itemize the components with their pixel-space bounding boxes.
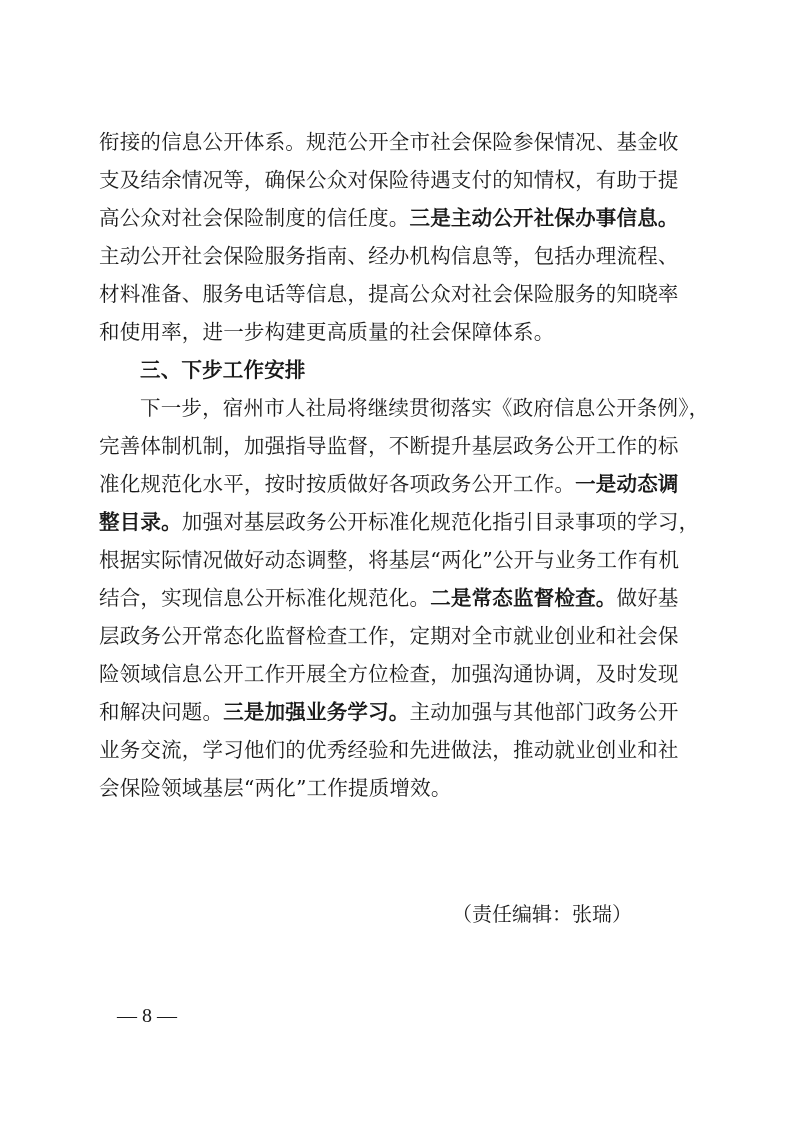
page-number: — 8 — (117, 1005, 177, 1027)
paragraph-line: 险领域信息公开工作开展全方位检查，加强沟通协调，及时发现 (99, 662, 679, 686)
paragraph-line: 下一步，宿州市人社局将继续贯彻落实《政府信息公开条例》， (140, 396, 710, 420)
paragraph-text: 和解决问题。 (99, 700, 224, 724)
editor-note: （责任编辑：张瑞） (452, 902, 632, 926)
paragraph-line: 会保险领域基层“两化”工作提质增效。 (99, 776, 452, 800)
bold-phrase: 一是动态调 (575, 472, 679, 496)
paragraph-line: 支及结余情况等，确保公众对保险待遇支付的知情权，有助于提 (99, 168, 679, 192)
paragraph-line: 和使用率，进一步构建更高质量的社会保障体系。 (99, 320, 555, 344)
paragraph-line: 业务交流，学习他们的优秀经验和先进做法，推动就业创业和社 (99, 738, 679, 762)
bold-phrase: 三是加强业务学习。 (223, 700, 410, 724)
bold-phrase: 二是常态监督检查。 (430, 586, 617, 610)
paragraph-line (99, 204, 699, 232)
paragraph-line (99, 470, 699, 498)
paragraph-line: 衔接的信息公开体系。规范公开全市社会保险参保情况、基金收 (99, 130, 679, 154)
bold-phrase: 三是主动公开社保办事信息。 (409, 206, 679, 230)
paragraph-text: 准化规范化水平，按时按质做好各项政务公开工作。 (99, 472, 576, 496)
paragraph-text: 结合，实现信息公开标准化规范化。 (99, 586, 431, 610)
paragraph-text: 做好基 (616, 586, 679, 610)
paragraph-line (99, 508, 699, 536)
paragraph-text: 加强对基层政务公开标准化规范化指引目录事项的学习， (181, 510, 700, 534)
paragraph-text: 高公众对社会保险制度的信任度。 (99, 206, 410, 230)
paragraph-line: 完善体制机制，加强指导监督，不断提升基层政务公开工作的标 (99, 434, 679, 458)
paragraph-line: 主动公开社会保险服务指南、经办机构信息等，包括办理流程、 (99, 244, 679, 268)
paragraph-line (99, 584, 699, 612)
paragraph-line: 材料准备、服务电话等信息，提高公众对社会保险服务的知晓率 (99, 282, 679, 306)
bold-phrase: 整目录。 (99, 510, 182, 534)
paragraph-line: 根据实际情况做好动态调整，将基层“两化”公开与业务工作有机 (99, 548, 680, 572)
paragraph-text: 主动加强与其他部门政务公开 (409, 700, 679, 724)
section-heading: 三、下步工作安排 (140, 358, 306, 382)
paragraph-line (99, 698, 699, 726)
paragraph-line: 层政务公开常态化监督检查工作，定期对全市就业创业和社会保 (99, 624, 679, 648)
